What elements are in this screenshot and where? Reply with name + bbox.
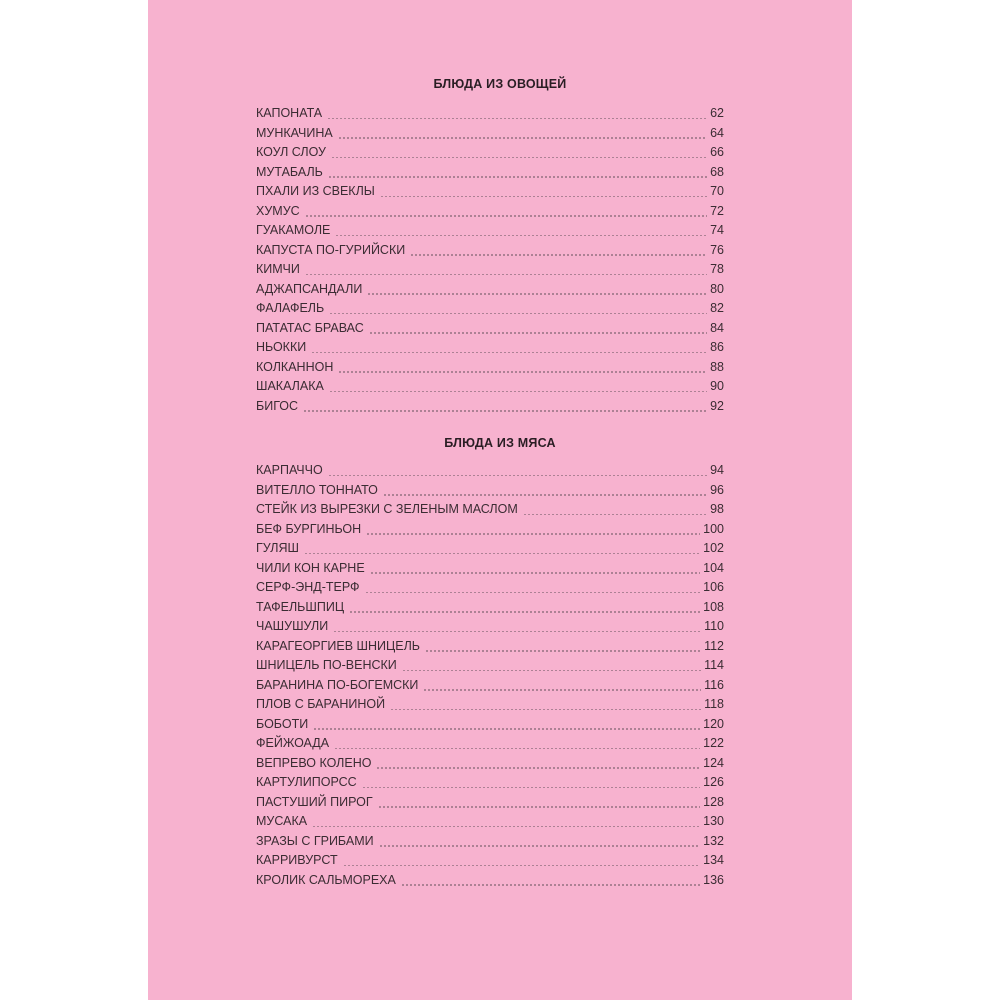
toc-entry[interactable] <box>256 104 724 124</box>
entry-page-number: 110 <box>704 619 724 633</box>
entry-page-number: 92 <box>710 398 724 413</box>
entry-page-number: 94 <box>710 463 724 477</box>
entry-title: БИГОС <box>256 398 299 413</box>
entry-page-number: 134 <box>703 853 724 867</box>
dot-leader <box>390 709 701 711</box>
entry-title: СЕРФ-ЭНД-ТЕРФ <box>256 580 360 594</box>
toc-entry[interactable] <box>256 377 724 397</box>
entry-page-number: 124 <box>703 755 724 770</box>
entry-page-number: 88 <box>710 359 724 374</box>
entry-page-number: 74 <box>710 223 724 237</box>
dot-leader <box>367 293 707 295</box>
entry-title: АДЖАПСАНДАЛИ <box>256 281 363 296</box>
entry-page-number: 130 <box>703 814 724 828</box>
entry-title: БОБОТИ <box>256 716 309 731</box>
dot-leader <box>379 845 701 847</box>
toc-entry[interactable] <box>256 221 724 241</box>
toc-page <box>148 0 852 1000</box>
toc-entry[interactable] <box>256 617 724 637</box>
toc-list-vegetables <box>256 104 724 416</box>
toc-entry[interactable] <box>256 338 724 358</box>
toc-entry[interactable] <box>256 260 724 280</box>
toc-entry[interactable] <box>256 481 724 501</box>
toc-entry[interactable] <box>256 500 724 520</box>
entry-page-number: 104 <box>703 560 724 575</box>
dot-leader <box>305 274 707 276</box>
toc-entry[interactable] <box>256 773 724 793</box>
entry-page-number: 90 <box>710 379 724 393</box>
toc-entry[interactable] <box>256 695 724 715</box>
entry-title: ТАФЕЛЬШПИЦ <box>256 599 345 614</box>
toc-entry[interactable] <box>256 656 724 676</box>
entry-page-number: 118 <box>704 697 724 711</box>
entry-page-number: 62 <box>710 106 724 120</box>
dot-leader <box>370 572 700 574</box>
toc-entry[interactable] <box>256 358 724 378</box>
entry-title: БЕФ БУРГИНЬОН <box>256 521 362 536</box>
entry-title: КОЛКАННОН <box>256 359 334 374</box>
toc-entry[interactable] <box>256 280 724 300</box>
entry-title: МУНКАЧИНА <box>256 125 333 140</box>
toc-entry[interactable] <box>256 734 724 754</box>
dot-leader <box>333 631 701 633</box>
toc-entry[interactable] <box>256 812 724 832</box>
dot-leader <box>366 533 700 535</box>
entry-page-number: 126 <box>703 775 724 789</box>
dot-leader <box>327 118 707 120</box>
dot-leader <box>425 650 701 652</box>
entry-page-number: 84 <box>710 320 724 335</box>
toc-entry[interactable] <box>256 871 724 891</box>
toc-entry[interactable] <box>256 832 724 852</box>
entry-page-number: 122 <box>703 736 724 750</box>
dot-leader <box>378 806 700 808</box>
entry-page-number: 96 <box>710 482 724 497</box>
dot-leader <box>362 787 700 789</box>
entry-title: КАРПАЧЧО <box>256 463 323 477</box>
entry-page-number: 66 <box>710 145 724 159</box>
dot-leader <box>423 689 701 691</box>
dot-leader <box>338 137 707 139</box>
entry-title: ЧИЛИ КОН КАРНЕ <box>256 560 365 575</box>
entry-title: БАРАНИНА ПО-БОГЕМСКИ <box>256 677 419 692</box>
entry-page-number: 80 <box>710 281 724 296</box>
entry-title: МУТАБАЛЬ <box>256 164 323 179</box>
dot-leader <box>383 494 707 496</box>
dot-leader <box>313 728 700 730</box>
dot-leader <box>369 332 707 334</box>
entry-page-number: 136 <box>703 872 724 887</box>
entry-page-number: 106 <box>703 580 724 594</box>
entry-page-number: 76 <box>710 242 724 257</box>
toc-entry[interactable] <box>256 851 724 871</box>
entry-title: ГУЛЯШ <box>256 541 299 555</box>
entry-title: КАПУСТА ПО-ГУРИЙСКИ <box>256 242 406 257</box>
dot-leader <box>328 475 707 477</box>
dot-leader <box>305 215 707 217</box>
entry-page-number: 114 <box>704 658 724 672</box>
entry-page-number: 128 <box>703 794 724 809</box>
dot-leader <box>329 313 707 315</box>
dot-leader <box>523 514 707 516</box>
dot-leader <box>338 371 707 373</box>
toc-entry[interactable] <box>256 163 724 183</box>
entry-title: КАРРИВУРСТ <box>256 853 338 867</box>
entry-title: ШАКАЛАКА <box>256 379 324 393</box>
entry-title: КАРАГЕОРГИЕВ ШНИЦЕЛЬ <box>256 638 420 653</box>
toc-entry[interactable] <box>256 793 724 813</box>
toc-entry[interactable] <box>256 124 724 144</box>
entry-title: СТЕЙК ИЗ ВЫРЕЗКИ С ЗЕЛЕНЫМ МАСЛОМ <box>256 502 518 516</box>
entry-page-number: 112 <box>704 638 724 653</box>
toc-entry[interactable] <box>256 598 724 618</box>
toc-entry[interactable] <box>256 578 724 598</box>
toc-entry[interactable] <box>256 754 724 774</box>
entry-page-number: 132 <box>703 833 724 848</box>
dot-leader <box>402 670 701 672</box>
entry-title: ВИТЕЛЛО ТОННАТО <box>256 482 378 497</box>
entry-title: КИМЧИ <box>256 262 300 276</box>
toc-entry[interactable] <box>256 397 724 417</box>
entry-title: ПХАЛИ ИЗ СВЕКЛЫ <box>256 184 375 198</box>
entry-page-number: 98 <box>710 502 724 516</box>
toc-entry[interactable] <box>256 319 724 339</box>
toc-entry[interactable] <box>256 539 724 559</box>
entry-page-number: 86 <box>710 340 724 354</box>
dot-leader <box>329 391 707 393</box>
dot-leader <box>349 611 700 613</box>
toc-entry[interactable] <box>256 461 724 481</box>
entry-title: ХУМУС <box>256 203 300 218</box>
entry-title: ЧАШУШУЛИ <box>256 619 329 633</box>
section-title-meat: БЛЮДА ИЗ МЯСА <box>444 436 556 450</box>
entry-title: ЗРАЗЫ С ГРИБАМИ <box>256 833 374 848</box>
entry-title: НЬОККИ <box>256 340 307 354</box>
entry-title: ФЕЙЖОАДА <box>256 736 330 750</box>
entry-title: КАРТУЛИПОРСС <box>256 775 357 789</box>
dot-leader <box>376 767 700 769</box>
toc-entry[interactable] <box>256 676 724 696</box>
entry-title: МУСАКА <box>256 814 308 828</box>
toc-entry[interactable] <box>256 715 724 735</box>
dot-leader <box>311 352 707 354</box>
entry-page-number: 108 <box>703 599 724 614</box>
entry-title: ПАСТУШИЙ ПИРОГ <box>256 794 373 809</box>
dot-leader <box>343 865 701 867</box>
entry-title: КРОЛИК САЛЬМОРЕХА <box>256 872 396 887</box>
entry-page-number: 64 <box>710 125 724 140</box>
entry-page-number: 102 <box>703 541 724 555</box>
entry-page-number: 72 <box>710 203 724 218</box>
entry-title: ВЕПРЕВО КОЛЕНО <box>256 755 372 770</box>
dot-leader <box>312 826 700 828</box>
entry-page-number: 120 <box>703 716 724 731</box>
entry-title: ПАТАТАС БРАВАС <box>256 320 364 335</box>
dot-leader <box>380 196 707 198</box>
dot-leader <box>365 592 701 594</box>
dot-leader <box>410 254 707 256</box>
entry-title: ФАЛАФЕЛЬ <box>256 301 325 315</box>
toc-entry[interactable] <box>256 299 724 319</box>
entry-title: ПЛОВ С БАРАНИНОЙ <box>256 697 386 711</box>
dot-leader <box>328 176 707 178</box>
dot-leader <box>303 410 707 412</box>
toc-entry[interactable] <box>256 202 724 222</box>
dot-leader <box>304 553 700 555</box>
dot-leader <box>335 235 707 237</box>
entry-page-number: 70 <box>710 184 724 198</box>
entry-title: КАПОНАТА <box>256 106 323 120</box>
toc-entry[interactable] <box>256 182 724 202</box>
entry-title: ГУАКАМОЛЕ <box>256 223 331 237</box>
entry-page-number: 82 <box>710 301 724 315</box>
entry-page-number: 78 <box>710 262 724 276</box>
entry-page-number: 68 <box>710 164 724 179</box>
toc-entry[interactable] <box>256 241 724 261</box>
dot-leader <box>331 157 707 159</box>
toc-entry[interactable] <box>256 520 724 540</box>
dot-leader <box>334 748 700 750</box>
toc-entry[interactable] <box>256 559 724 579</box>
entry-page-number: 116 <box>704 677 724 692</box>
toc-list-meat <box>256 461 724 890</box>
toc-entry[interactable] <box>256 637 724 657</box>
entry-page-number: 100 <box>703 521 724 536</box>
toc-entry[interactable] <box>256 143 724 163</box>
section-title-vegetables: БЛЮДА ИЗ ОВОЩЕЙ <box>433 77 567 91</box>
entry-title: КОУЛ СЛОУ <box>256 145 326 159</box>
entry-title: ШНИЦЕЛЬ ПО-ВЕНСКИ <box>256 658 397 672</box>
dot-leader <box>401 884 700 886</box>
